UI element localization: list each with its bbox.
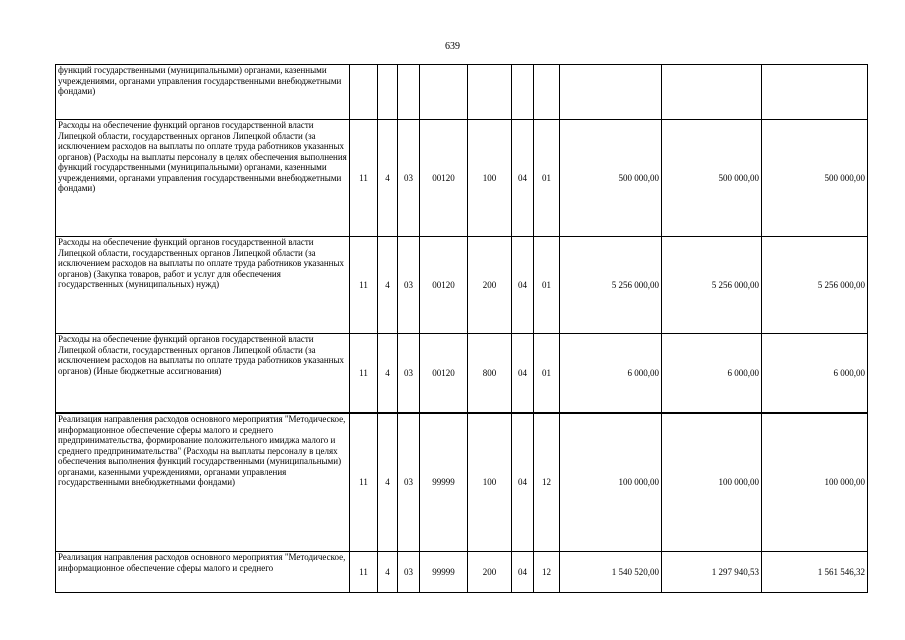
code-direction (420, 65, 468, 120)
amount-year-2: 6 000,00 (662, 334, 762, 414)
row-description: Реализация направления расходов основного мероприятия "Методическое, информационное обеспечение сферы малого и среднего предпринимательства, формирование положительного имиджа малого и среднего предпринимательства" (Расходы на выплаты персоналу в целях обеспечения выполнения функций государственными (муниципальными) органами, казенными учреждениями, органами управления государственными внебюджетными фондами) (56, 413, 350, 552)
amount-year-1 (560, 65, 662, 120)
code-direction: 00120 (420, 237, 468, 334)
budget-table (55, 64, 868, 593)
code-ministry: 11 (350, 120, 378, 237)
code-subsection: 01 (534, 120, 560, 237)
code-direction: 99999 (420, 552, 468, 593)
code-section: 04 (512, 334, 534, 414)
code-ministry: 11 (350, 334, 378, 414)
code-subsection: 12 (534, 413, 560, 552)
code-expense-type: 100 (468, 120, 512, 237)
amount-year-3: 1 561 546,32 (762, 552, 868, 593)
code-ministry: 11 (350, 237, 378, 334)
amount-year-3: 100 000,00 (762, 413, 868, 552)
amount-year-3 (762, 65, 868, 120)
code-section: 04 (512, 413, 534, 552)
code-program: 4 (378, 237, 398, 334)
code-direction: 00120 (420, 334, 468, 414)
code-direction: 00120 (420, 120, 468, 237)
code-subsection: 12 (534, 552, 560, 593)
row-description: Расходы на обеспечение функций органов государственной власти Липецкой области, государственных органов Липецкой области (за исключением расходов на выплаты по оплате труда работников указанных органов) (Расходы на выплаты персоналу в целях обеспечения выполнения функций государственными (муниципальными) органами, казенными учреждениями, органами управления государственными внебюджетными фондами) (56, 120, 350, 237)
row-description: функций государственными (муниципальными) органами, казенными учреждениями, органами управления государственными внебюджетными фондами) (56, 65, 350, 120)
amount-year-2 (662, 65, 762, 120)
code-subsection: 01 (534, 237, 560, 334)
code-expense-type (468, 65, 512, 120)
code-subprogram: 03 (398, 120, 420, 237)
amount-year-2: 1 297 940,53 (662, 552, 762, 593)
code-expense-type: 800 (468, 334, 512, 414)
code-subsection: 01 (534, 334, 560, 414)
amount-year-1: 100 000,00 (560, 413, 662, 552)
code-section: 04 (512, 120, 534, 237)
code-section: 04 (512, 237, 534, 334)
amount-year-3: 6 000,00 (762, 334, 868, 414)
amount-year-3: 500 000,00 (762, 120, 868, 237)
code-subprogram: 03 (398, 334, 420, 414)
code-subprogram: 03 (398, 413, 420, 552)
row-description: Расходы на обеспечение функций органов государственной власти Липецкой области, государственных органов Липецкой области (за исключением расходов на выплаты по оплате труда работников указанных органов) (Закупка товаров, работ и услуг для обеспечения государственных (муниципальных) нужд) (56, 237, 350, 334)
amount-year-2: 500 000,00 (662, 120, 762, 237)
code-expense-type: 200 (468, 237, 512, 334)
code-expense-type: 200 (468, 552, 512, 593)
row-description: Расходы на обеспечение функций органов государственной власти Липецкой области, государственных органов Липецкой области (за исключением расходов на выплаты по оплате труда работников указанных органов) (Иные бюджетные ассигнования) (56, 334, 350, 414)
code-program: 4 (378, 413, 398, 552)
code-subprogram: 03 (398, 552, 420, 593)
amount-year-1: 500 000,00 (560, 120, 662, 237)
code-ministry: 11 (350, 413, 378, 552)
amount-year-2: 5 256 000,00 (662, 237, 762, 334)
amount-year-2: 100 000,00 (662, 413, 762, 552)
code-subsection (534, 65, 560, 120)
table-row (56, 334, 868, 414)
amount-year-1: 5 256 000,00 (560, 237, 662, 334)
amount-year-1: 6 000,00 (560, 334, 662, 414)
code-ministry: 11 (350, 552, 378, 593)
table-row (56, 552, 868, 593)
amount-year-1: 1 540 520,00 (560, 552, 662, 593)
code-subprogram (398, 65, 420, 120)
page-number: 639 (445, 41, 460, 52)
code-section (512, 65, 534, 120)
table-row (56, 120, 868, 237)
code-program: 4 (378, 334, 398, 414)
code-expense-type: 100 (468, 413, 512, 552)
code-program (378, 65, 398, 120)
table-row (56, 65, 868, 120)
code-subprogram: 03 (398, 237, 420, 334)
row-description: Реализация направления расходов основного мероприятия "Методическое, информационное обеспечение сферы малого и среднего (56, 552, 350, 593)
code-direction: 99999 (420, 413, 468, 552)
code-program: 4 (378, 120, 398, 237)
table-row (56, 237, 868, 334)
code-ministry (350, 65, 378, 120)
code-program: 4 (378, 552, 398, 593)
amount-year-3: 5 256 000,00 (762, 237, 868, 334)
table-row (56, 413, 868, 552)
code-section: 04 (512, 552, 534, 593)
